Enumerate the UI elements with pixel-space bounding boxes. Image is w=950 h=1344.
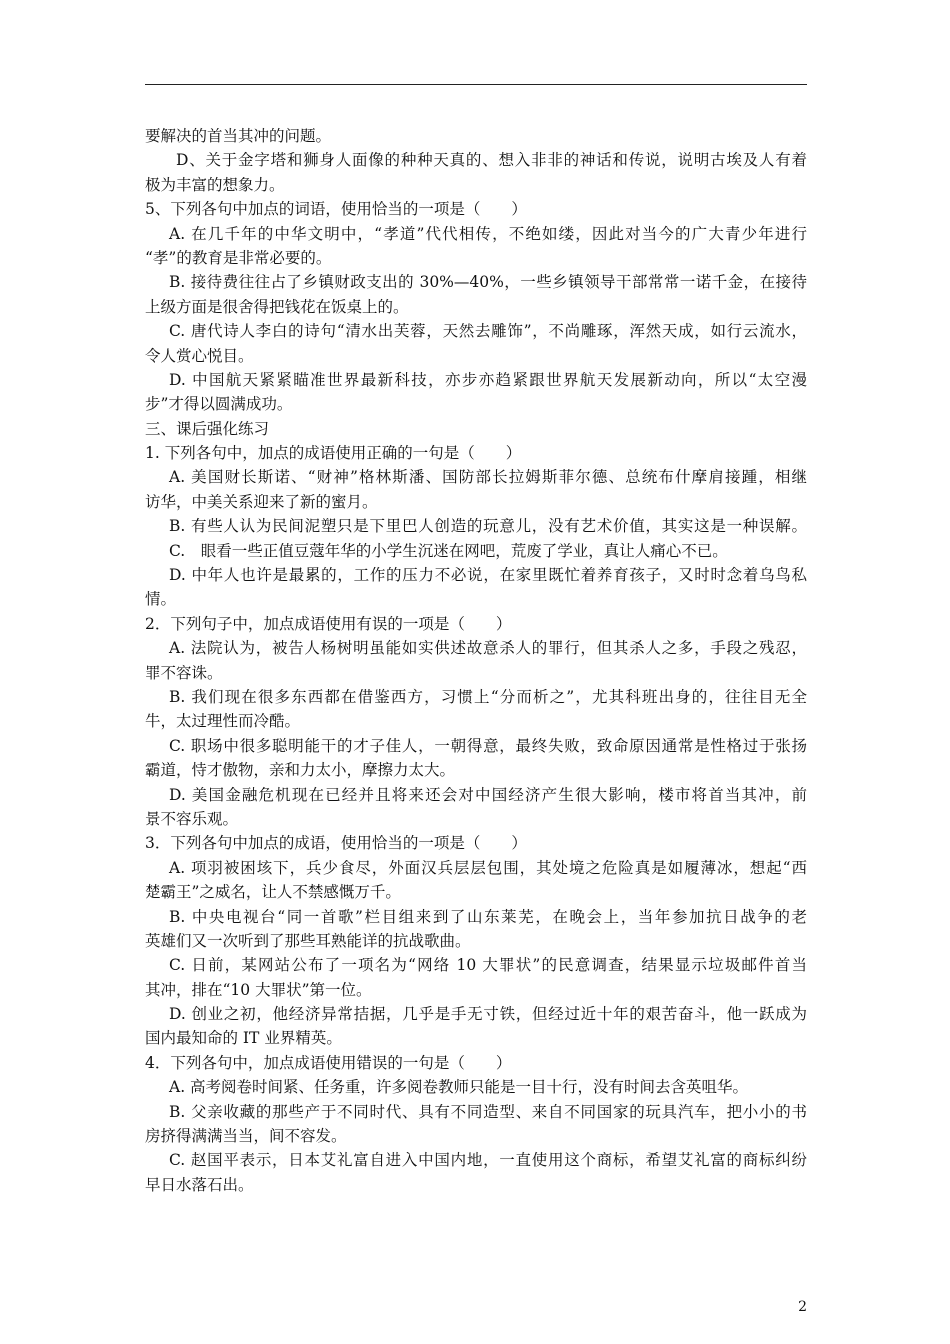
text-line: 情。 xyxy=(145,590,177,609)
option-line: A. 美国财长斯诺、“财神”格林斯潘、国防部长拉姆斯菲尔德、总统布什摩肩接踵，相继 xyxy=(169,468,807,487)
option-line: B. 我们现在很多东西都在借鉴西方，习惯上“分而析之”，尤其科班出身的，往往目无全 xyxy=(169,687,807,706)
option-line: C. 日前，某网站公布了一项名为“网络 10 大罪状”的民意调查，结果显示垃圾邮件首当 xyxy=(169,956,807,975)
text-line: 上级方面是很舍得把钱花在饭桌上的。 xyxy=(145,297,409,316)
question-heading: 2．下列句子中，加点成语使用有误的一项是（ ） xyxy=(145,614,512,633)
text-line: 牛，太过理性而冷酷。 xyxy=(145,712,301,731)
page-number: 2 xyxy=(798,1299,807,1315)
option-line: A. 法院认为，被告人杨树明虽能如实供述故意杀人的罪行，但其杀人之多，手段之残忍， xyxy=(169,639,807,658)
option-line: C. 唐代诗人李白的诗句“清水出芙蓉，天然去雕饰”，不尚雕琢，浑然天成，如行云流水， xyxy=(169,322,807,341)
question-heading: 1. 下列各句中，加点的成语使用正确的一句是（ ） xyxy=(145,444,522,463)
text-line: 国内最知命的 IT 业界精英。 xyxy=(145,1029,342,1048)
option-line: A. 项羽被困垓下，兵少食尽，外面汉兵层层包围，其处境之危险真是如履薄冰，想起“西 xyxy=(169,858,807,877)
option-line: D. 美国金融危机现在已经并且将来还会对中国经济产生很大影响，楼市将首当其冲，前 xyxy=(169,785,807,804)
option-line: D. 创业之初，他经济异常拮据，几乎是手无寸铁，但经过近十年的艰苦奋斗，他一跃成为 xyxy=(169,1005,807,1024)
option-line: B. 有些人认为民间泥塑只是下里巴人创造的玩意儿，没有艺术价值，其实这是一种误解。 xyxy=(169,517,807,536)
section-heading: 三、课后强化练习 xyxy=(145,419,270,438)
text-line: 步”才得以圆满成功。 xyxy=(145,395,293,414)
option-line: C. 眼看一些正值豆蔻年华的小学生沉迷在网吧，荒废了学业，真让人痛心不已。 xyxy=(169,541,728,560)
option-line: D. 中国航天紧紧瞄准世界最新科技，亦步亦趋紧跟世界航天发展新动向，所以“太空漫 xyxy=(169,370,807,389)
text-line: 访华，中美关系迎来了新的蜜月。 xyxy=(145,492,378,511)
header-rule xyxy=(145,84,807,85)
text-line: 极为丰富的想象力。 xyxy=(145,175,285,194)
text-line: 要解决的首当其冲的问题。 xyxy=(145,127,332,145)
option-line: C. 职场中很多聪明能干的才子佳人，一朝得意，最终失败，致命原因通常是性格过于张扬 xyxy=(169,736,807,755)
text-line: 令人赏心悦目。 xyxy=(145,346,254,365)
option-line: A. 在几千年的中华文明中，“孝道”代代相传，不绝如缕，因此对当今的广大青少年进行 xyxy=(169,224,807,243)
option-line: D. 中年人也许是最累的，工作的压力不必说，在家里既忙着养育孩子，又时时念着乌鸟私 xyxy=(169,566,807,585)
question-heading: 4．下列各句中，加点成语使用错误的一句是（ ） xyxy=(145,1053,512,1072)
document-body xyxy=(145,124,807,1197)
text-line: 罪不容诛。 xyxy=(145,663,223,682)
text-line: D、关于金字塔和狮身人面像的种种天真的、想入非非的神话和传说，说明古埃及人有着 xyxy=(176,151,807,170)
option-line: B. 父亲收藏的那些产于不同时代、具有不同造型、来自不同国家的玩具汽车，把小小的书 xyxy=(169,1102,807,1121)
question-heading: 5、下列各句中加点的词语，使用恰当的一项是（ ） xyxy=(145,200,527,219)
option-line: B. 中央电视台“同一首歌”栏目组来到了山东莱芜，在晚会上，当年参加抗日战争的老 xyxy=(169,907,807,926)
text-line: 楚霸王”之威名，让人不禁感慨万千。 xyxy=(145,883,401,902)
text-line: 房挤得满满当当，间不容发。 xyxy=(145,1127,347,1146)
option-line: A. 高考阅卷时间紧、任务重，许多阅卷教师只能是一目十行，没有时间去含英咀华。 xyxy=(169,1078,749,1097)
question-heading: 3．下列各句中加点的成语，使用恰当的一项是（ ） xyxy=(145,834,527,853)
text-line: “孝”的教育是非常必要的。 xyxy=(145,248,332,267)
text-line: 英雄们又一次听到了那些耳熟能详的抗战歌曲。 xyxy=(145,931,471,950)
text-line: 霸道，恃才傲物，亲和力太小，摩擦力太大。 xyxy=(145,761,456,780)
text-line: 其冲，排在“10 大罪状”第一位。 xyxy=(145,980,372,999)
option-line: B. 接待费往往占了乡镇财政支出的 30%—40%，一些乡镇领导干部常常一诺千金，在接待 xyxy=(169,273,807,292)
text-line: 早日水落石出。 xyxy=(145,1175,254,1194)
option-line: C. 赵国平表示，日本艾礼富自进入中国内地，一直使用这个商标，希望艾礼富的商标纠纷 xyxy=(169,1151,807,1170)
text-line: 景不容乐观。 xyxy=(145,809,239,828)
